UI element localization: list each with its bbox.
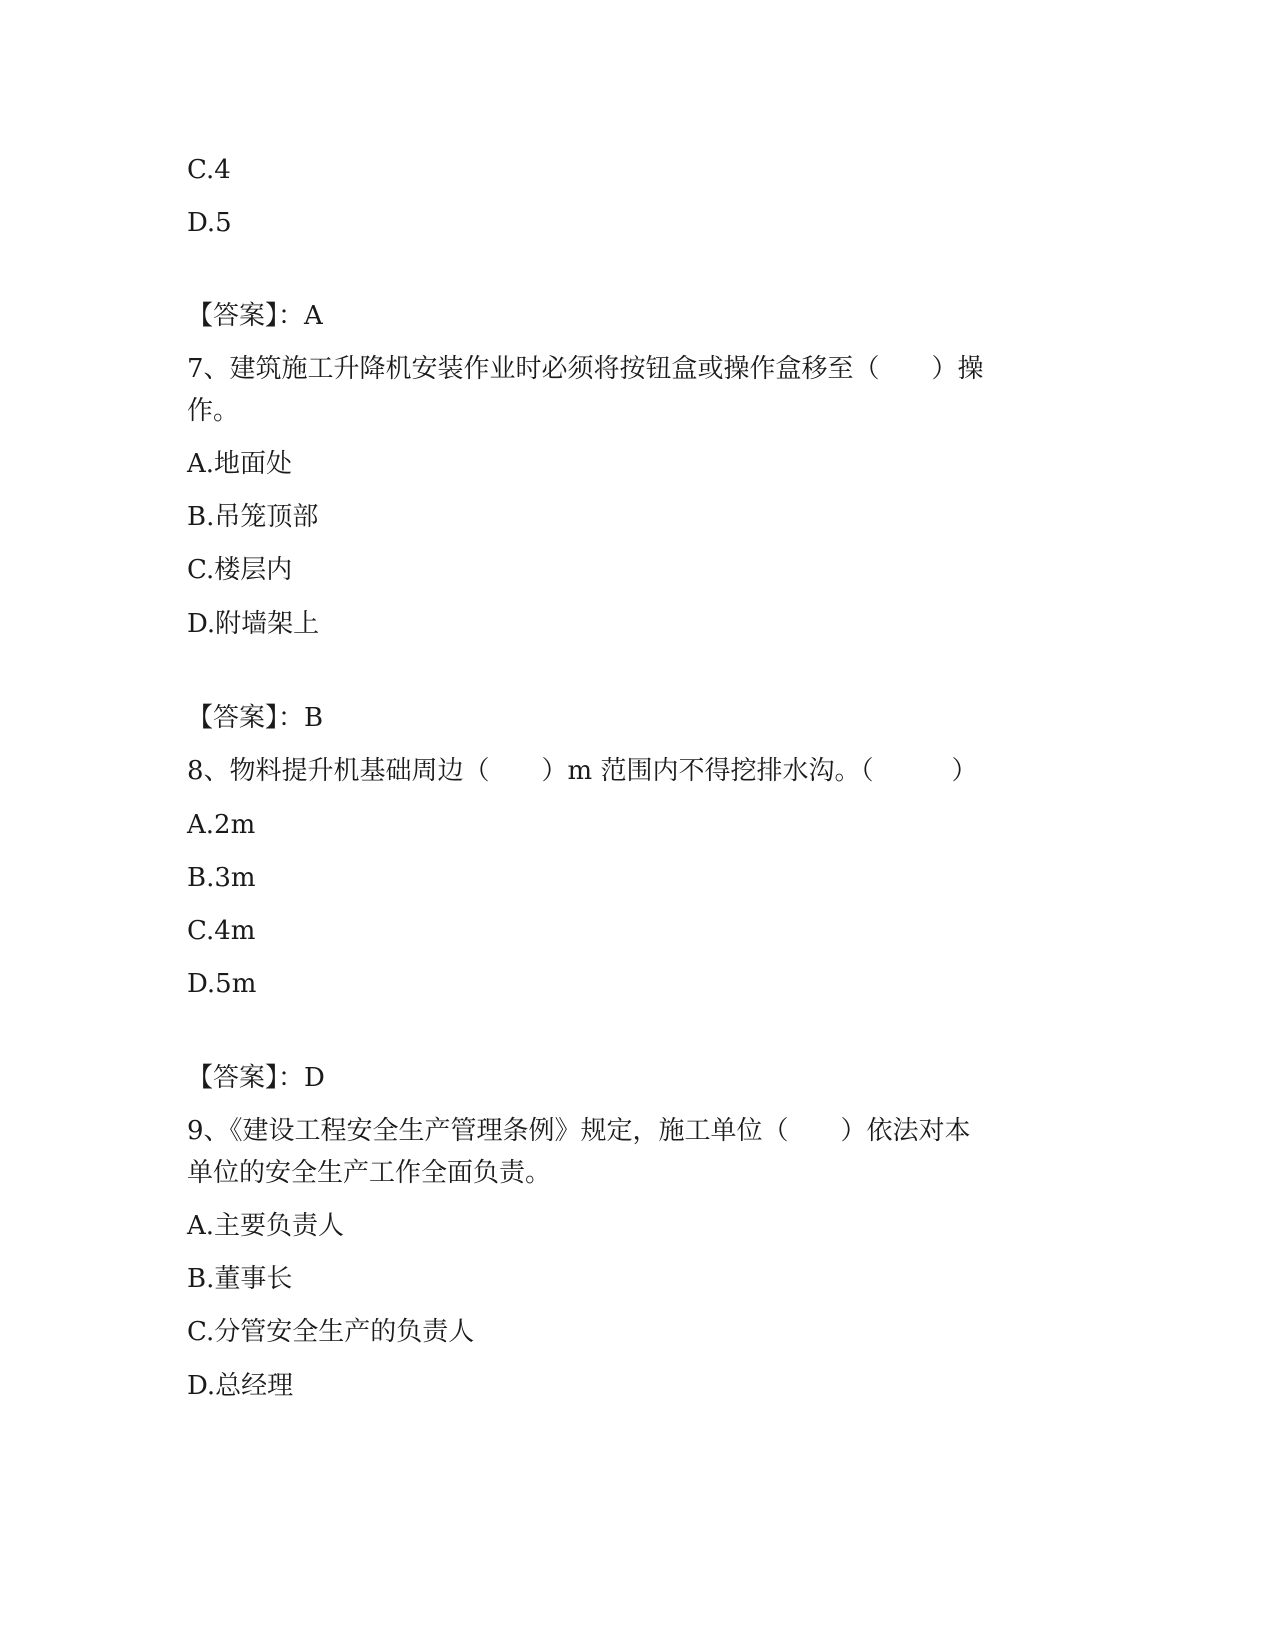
question-7-option-b: B.吊笼顶部 xyxy=(187,502,319,532)
question-9-option-d: D.总经理 xyxy=(187,1371,294,1401)
answer-line: 【答案】：A xyxy=(187,301,323,331)
question-7-stem: 7、建筑施工升降机安装作业时必须将按钮盒或操作盒移至（ ）操 xyxy=(187,354,984,384)
question-9-stem-cont: 单位的安全生产工作全面负责。 xyxy=(187,1158,552,1188)
option-d: D.5 xyxy=(187,208,232,238)
question-8-stem: 8、物料提升机基础周边（ ）m 范围内不得挖排水沟。（ ） xyxy=(187,756,978,786)
question-7-stem-cont: 作。 xyxy=(187,396,240,426)
question-9-option-b: B.董事长 xyxy=(187,1264,293,1294)
question-9-option-a: A.主要负责人 xyxy=(187,1211,345,1241)
question-8-option-d: D.5m xyxy=(187,969,257,999)
question-8-option-c: C.4m xyxy=(187,916,256,946)
question-7-option-c: C.楼层内 xyxy=(187,555,293,585)
question-7-answer: 【答案】：B xyxy=(187,703,324,733)
question-7-option-d: D.附墙架上 xyxy=(187,609,320,639)
question-9-option-c: C.分管安全生产的负责人 xyxy=(187,1317,475,1347)
question-9-stem: 9、《建设工程安全生产管理条例》规定，施工单位（ ）依法对本 xyxy=(187,1116,971,1146)
question-7-option-a: A.地面处 xyxy=(187,449,293,479)
question-8-option-b: B.3m xyxy=(187,863,256,893)
question-8-answer: 【答案】：D xyxy=(187,1063,325,1093)
option-c: C.4 xyxy=(187,155,231,185)
question-8-option-a: A.2m xyxy=(187,810,256,840)
